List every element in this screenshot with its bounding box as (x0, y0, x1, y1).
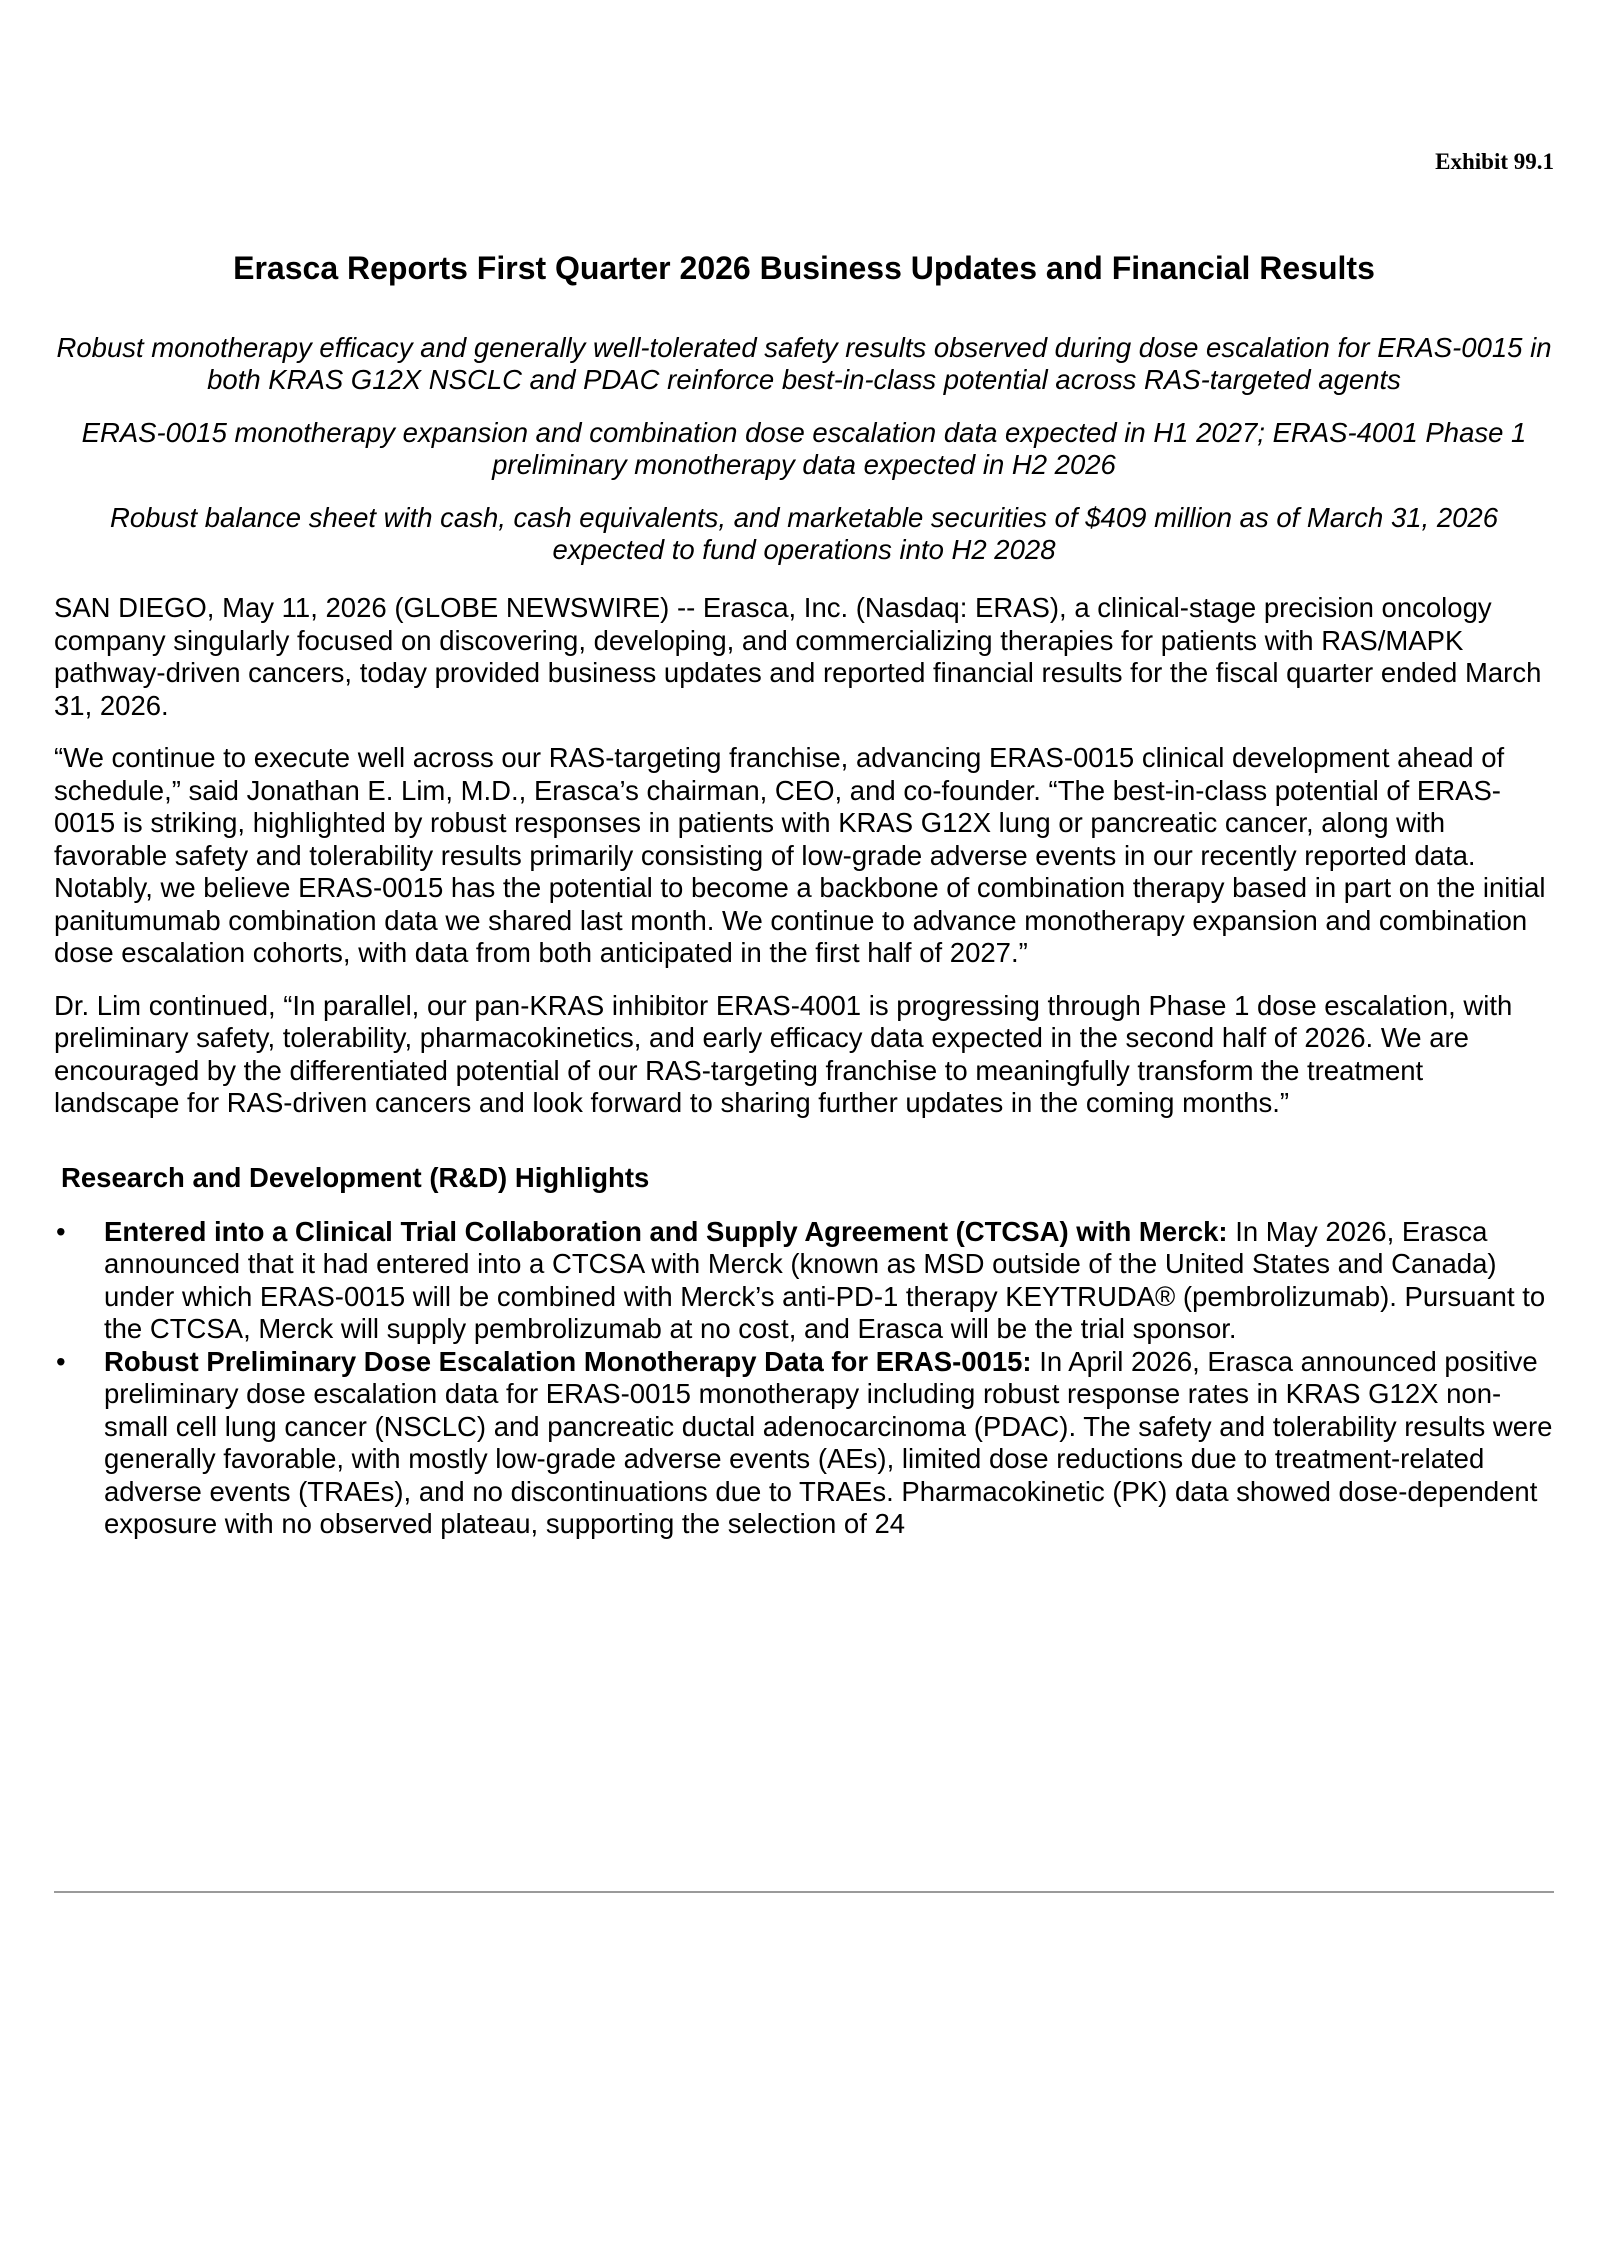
press-release-body (54, 592, 1554, 1541)
bullet-icon: • (56, 1215, 66, 1247)
press-release-title: Erasca Reports First Quarter 2026 Business Updates and Financial Results (233, 250, 1375, 286)
rd-highlights-list (54, 1216, 1554, 1541)
list-item (54, 1216, 1554, 1346)
subheadline: Robust balance sheet with cash, cash equivalents, and marketable securities of $409 million as of March 31, 2026 expected to fund operations into H2 2028 (109, 502, 1498, 565)
exhibit-label: Exhibit 99.1 (1435, 149, 1554, 174)
list-item (54, 1346, 1554, 1541)
bullet-body-text: In April 2026, Erasca announced positive preliminary dose escalation data for ERAS-0015 monotherapy including robust response rates in KRAS G12X non-small cell lung cancer (NSCLC) and pancreatic ductal adenocarcinoma (PDAC). The safety and tolerability results were generally favorable, with mostly low-grade adverse events (AEs), limited dose reductions due to treatment-related adverse events (TRAEs), and no discontinuations due to TRAEs. Pharmacokinetic (PK) data showed dose-dependent exposure with no observed plateau, supporting the selection of 24 (104, 1345, 1553, 1539)
rd-highlights-heading: Research and Development (R&D) Highlights (61, 1161, 650, 1193)
ceo-quote-paragraph: “We continue to execute well across our RAS-targeting franchise, advancing ERAS-0015 clinical development ahead of schedule,” said Jonathan E. Lim, M.D., Erasca’s chairman, CEO, and co-founder. “The best-in-class potential of ERAS-0015 is striking, highlighted by robust responses in patients with KRAS G12X lung or pancreatic cancer, along with favorable safety and tolerability results primarily consisting of low-grade adverse events in our recently reported data. Notably, we believe ERAS-0015 has the potential to become a backbone of combination therapy based in part on the initial panitumumab combination data we shared last month. We continue to advance monotherapy expansion and combination dose escalation cohorts, with data from both anticipated in the first half of 2027.” (54, 742, 1546, 968)
subheadline-group (54, 332, 1554, 587)
page-divider (54, 1891, 1554, 1893)
bullet-lead-text: Entered into a Clinical Trial Collaboration and Supply Agreement (CTCSA) with Merck: (104, 1215, 1228, 1247)
ceo-quote-continued-paragraph: Dr. Lim continued, “In parallel, our pan-KRAS inhibitor ERAS-4001 is progressing through Phase 1 dose escalation, with preliminary safety, tolerability, pharmacokinetics, and early efficacy data expected in the second half of 2026. We are encouraged by the differentiated potential of our RAS-targeting franchise to meaningfully transform the treatment landscape for RAS-driven cancers and look forward to sharing further updates in the coming months.” (54, 989, 1513, 1118)
bullet-body-text: In May 2026, Erasca announced that it had entered into a CTCSA with Merck (known as MSD outside of the United States and Canada) under which ERAS-0015 will be combined with Merck’s anti-PD-1 therapy KEYTRUDA® (pembrolizumab). Pursuant to the CTCSA, Merck will supply pembrolizumab at no cost, and Erasca will be the trial sponsor. (104, 1215, 1546, 1344)
bullet-lead-text: Robust Preliminary Dose Escalation Monotherapy Data for ERAS-0015: (104, 1345, 1032, 1377)
bullet-icon: • (56, 1345, 66, 1377)
document-page (54, 0, 1554, 2264)
subheadline: ERAS-0015 monotherapy expansion and combination dose escalation data expected in H1 2027; ERAS-4001 Phase 1 preliminary monotherapy data expected in H2 2026 (81, 417, 1527, 480)
subheadline: Robust monotherapy efficacy and generally well-tolerated safety results observed during dose escalation for ERAS-0015 in both KRAS G12X NSCLC and PDAC reinforce best-in-class potential across RAS-targeted agents (56, 332, 1552, 395)
dateline-paragraph: SAN DIEGO, May 11, 2026 (GLOBE NEWSWIRE) -- Erasca, Inc. (Nasdaq: ERAS), a clinical-stage precision oncology company singularly focused on discovering, developing, and commercializing therapies for patients with RAS/MAPK pathway-driven cancers, today provided business updates and reported financial results for the fiscal quarter ended March 31, 2026. (54, 592, 1542, 721)
